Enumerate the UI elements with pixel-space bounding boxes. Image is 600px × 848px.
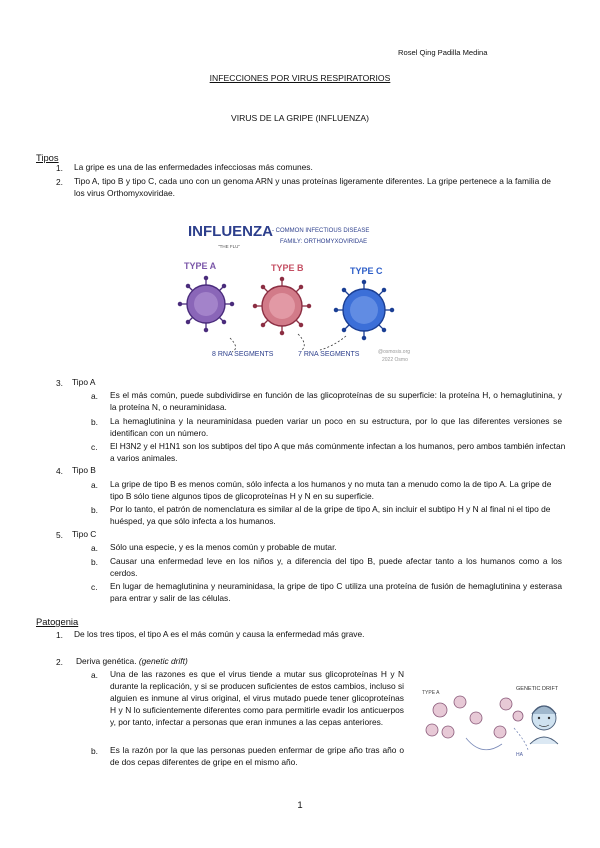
- figure-caption-common: - COMMON INFECTIOUS DISEASE: [272, 228, 370, 234]
- sub-item-text: La gripe de tipo B es menos común, sólo infecta a los humanos y no muta tan a menudo como la de tipo A. La gripe de tipo B sólo tiene algunos tipos de glicoproteínas H y N en su superficie.: [110, 479, 552, 501]
- sub-item-text: Es el más común, puede subdividirse en función de las glicoproteínas de su superficie: la proteína H, o hemaglutinina, y la proteína N, o neuraminidasa.: [110, 390, 562, 412]
- sub-letter: b.: [91, 557, 98, 567]
- list-number: 4.: [56, 466, 63, 476]
- watermark: @osmosis.org: [378, 349, 411, 355]
- sub-item-text: El H3N2 y el H1N1 son los subtipos del tipo A que más comúnmente infectan a los humanos, pero ambos también infectan a varios animales.: [110, 441, 566, 463]
- figure-caption-family: FAMILY: ORTHOMYXOVIRIDAE: [280, 239, 368, 245]
- list-number: 5.: [56, 530, 63, 540]
- drift-type-a-label: TYPE A: [422, 690, 440, 696]
- drift-label-en: (genetic drift): [138, 656, 188, 666]
- drift-label: Deriva genética.: [76, 656, 137, 666]
- figure-caption-flu: "THE FLU": [218, 244, 240, 249]
- sub-letter: c.: [91, 442, 98, 452]
- sub-letter: b.: [91, 417, 98, 427]
- sub-letter: a.: [91, 670, 98, 680]
- document-title: INFECCIONES POR VIRUS RESPIRATORIOS: [209, 73, 391, 83]
- sub-letter: a.: [91, 391, 98, 401]
- type-b-label: TYPE B: [271, 263, 304, 273]
- sub-item-text: Sólo una especie, y es la menos común y probable de mutar.: [110, 542, 337, 552]
- page-number: 1: [297, 800, 303, 811]
- sub-letter: c.: [91, 582, 98, 592]
- genetic-drift-figure: [418, 678, 568, 768]
- virus-type-a: [178, 276, 233, 331]
- virus-type-b: [253, 277, 310, 334]
- list-number: 2.: [56, 177, 63, 187]
- ha-label: HA: [516, 752, 523, 758]
- virus-type-c: [334, 280, 393, 339]
- sub-letter: b.: [91, 505, 98, 515]
- list-number: 1.: [56, 163, 63, 173]
- arrow-icon: [466, 738, 502, 750]
- type-heading-a: Tipo A: [72, 377, 96, 387]
- seg7-label: 7 RNA SEGMENTS: [298, 351, 360, 358]
- section-heading-tipos: Tipos: [36, 152, 59, 163]
- author-name: Rosel Qing Padilla Medina: [398, 48, 488, 57]
- sub-item-text: Es la razón por la que las personas pueden enfermar de gripe año tras año o de dos cepas diferentes de gripe en el mismo año.: [110, 745, 404, 767]
- sub-item-text: La hemaglutinina y la neuraminidasa pueden variar un poco en su estructura, por lo que las diferentes versiones se identifican con un número.: [110, 416, 562, 438]
- list-item-text: Tipo A, tipo B y tipo C, cada uno con un genoma ARN y unas proteínas ligeramente diferentes. La gripe pertenece a la familia de los virus Orthomyxoviridae.: [74, 176, 551, 198]
- type-heading-b: Tipo B: [72, 465, 96, 475]
- list-item-text: La gripe es una de las enfermedades infecciosas más comunes.: [74, 162, 313, 172]
- sub-letter: b.: [91, 746, 98, 756]
- figure-heading: INFLUENZA: [188, 223, 273, 240]
- small-virus-icons: [426, 696, 523, 738]
- sub-item-text: En lugar de hemaglutinina y neuraminidasa, la gripe de tipo C utiliza una proteína de fusión de hemaglutinina y esterasa para entrar y salir de las células.: [110, 581, 562, 603]
- sub-item-text: Causar una enfermedad leve en los niños y, a diferencia del tipo B, puede afectar tanto a los humanos como a los cerdos.: [110, 556, 562, 578]
- drift-caption: GENETIC DRIFT: [516, 686, 559, 692]
- list-number: 1.: [56, 630, 63, 640]
- type-a-label: TYPE A: [184, 261, 217, 271]
- document-subtitle: VIRUS DE LA GRIPE (INFLUENZA): [230, 113, 369, 123]
- list-number: 2.: [56, 657, 63, 667]
- watermark-year: 2022 Osmo: [382, 357, 408, 363]
- list-item-text: De los tres tipos, el tipo A es el más común y causa la enfermedad más grave.: [74, 629, 365, 639]
- sub-letter: a.: [91, 480, 98, 490]
- person-face-icon: [530, 706, 558, 744]
- type-c-label: TYPE C: [350, 266, 383, 276]
- sub-item-text: Una de las razones es que el virus tiende a mutar sus glicoproteínas H y N durante la replicación, y si se producen suficientes de estos cambios, incluso si alguien es inmune al virus original, el virus mutado puede tener glicoproteínas H y N lo suficientemente diferentes como para permitirle evadir los anticuerpos y, por tanto, infectar a personas que eran inmunes a las cepas anteriores.: [110, 669, 404, 727]
- list-number: 3.: [56, 378, 63, 388]
- sub-item-text: Por lo tanto, el patrón de nomenclatura es similar al de la gripe de tipo A, sin incluir el subtipo H y N al final ni el tipo de huésped, ya que sólo infecta a los humanos.: [110, 504, 551, 526]
- type-heading-c: Tipo C: [72, 529, 97, 539]
- seg8-label: 8 RNA SEGMENTS: [212, 351, 274, 358]
- drift-heading: [76, 655, 376, 667]
- sub-letter: a.: [91, 543, 98, 553]
- influenza-types-figure: [170, 216, 440, 366]
- section-heading-patogenia: Patogenia: [36, 616, 79, 627]
